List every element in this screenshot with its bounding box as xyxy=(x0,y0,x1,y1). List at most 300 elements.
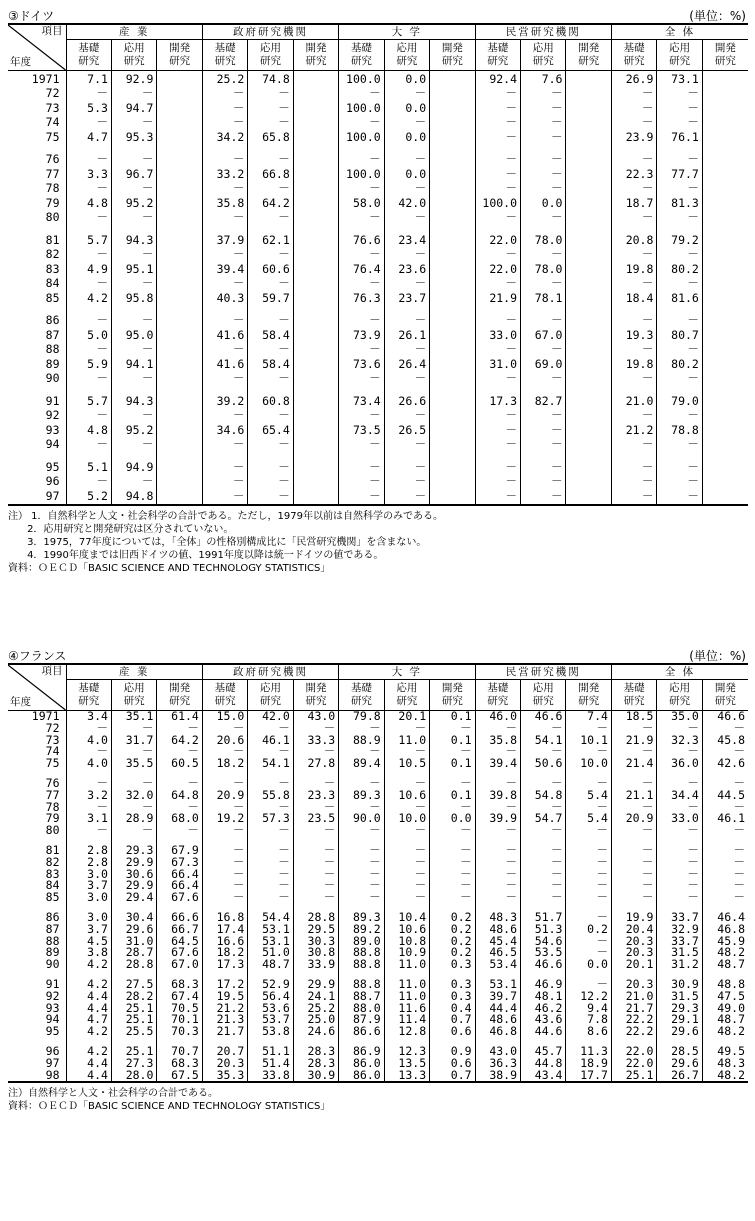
value-cell: － xyxy=(657,723,702,735)
value-cell: － xyxy=(248,116,293,129)
value-cell: － xyxy=(521,145,566,166)
value-cell: － xyxy=(339,211,384,224)
value-cell xyxy=(293,195,338,211)
value-cell: － xyxy=(657,145,702,166)
value-cell: 0.0 xyxy=(384,100,429,116)
value-cell: 66.6 xyxy=(157,904,202,924)
value-cell: － xyxy=(566,904,611,924)
value-cell: 20.3 xyxy=(202,1058,247,1070)
value-cell: 100.0 xyxy=(339,129,384,145)
value-cell: － xyxy=(566,802,611,814)
value-cell: － xyxy=(384,438,429,451)
value-cell: － xyxy=(702,825,748,837)
value-cell xyxy=(293,475,338,488)
value-cell: － xyxy=(248,892,293,904)
value-cell: － xyxy=(66,145,111,166)
table-row xyxy=(8,100,748,116)
year-label: 年度 xyxy=(10,696,31,708)
value-cell: 42.0 xyxy=(384,195,429,211)
value-cell xyxy=(157,475,202,488)
value-cell xyxy=(566,343,611,356)
value-cell: 4.2 xyxy=(66,1038,111,1058)
value-cell: 28.3 xyxy=(293,1058,338,1070)
table-row xyxy=(8,892,748,904)
value-cell: 20.8 xyxy=(611,224,656,248)
value-cell: 89.4 xyxy=(339,758,384,770)
value-cell: 25.5 xyxy=(111,1026,156,1038)
sub-header: 基礎 研究 xyxy=(339,680,384,711)
value-cell: － xyxy=(475,182,520,195)
notes xyxy=(8,510,748,575)
value-cell: 22.0 xyxy=(611,1038,656,1058)
value-cell: 20.4 xyxy=(611,924,656,936)
value-cell xyxy=(293,248,338,261)
value-cell: 0.1 xyxy=(430,758,475,770)
value-cell: 19.3 xyxy=(611,327,656,343)
year-cell: 95 xyxy=(45,1024,60,1039)
value-cell: 29.1 xyxy=(657,1014,702,1026)
value-cell: 39.4 xyxy=(202,261,247,277)
value-cell: 31.7 xyxy=(111,735,156,747)
value-cell: － xyxy=(521,438,566,451)
value-cell: 31.5 xyxy=(657,947,702,959)
value-cell: － xyxy=(566,825,611,837)
value-cell: － xyxy=(248,451,293,475)
value-cell xyxy=(430,211,475,224)
value-cell: 0.2 xyxy=(430,904,475,924)
value-cell: － xyxy=(339,802,384,814)
value-cell: － xyxy=(384,825,429,837)
value-cell: － xyxy=(248,837,293,857)
value-cell: 67.0 xyxy=(157,959,202,971)
value-cell: － xyxy=(611,306,656,327)
value-cell xyxy=(566,182,611,195)
group-header: 大 学 xyxy=(339,664,475,680)
value-cell: 62.1 xyxy=(248,224,293,248)
value-cell: 57.3 xyxy=(248,813,293,825)
value-cell: － xyxy=(566,936,611,948)
value-cell: 30.3 xyxy=(293,936,338,948)
value-cell: 20.6 xyxy=(202,735,247,747)
value-cell: 0.2 xyxy=(566,924,611,936)
year-cell: 85 xyxy=(45,291,60,305)
value-cell xyxy=(566,211,611,224)
value-cell xyxy=(293,290,338,306)
value-cell: 18.4 xyxy=(611,290,656,306)
table-row xyxy=(8,277,748,290)
value-cell xyxy=(157,261,202,277)
value-cell: － xyxy=(521,116,566,129)
value-cell: 25.1 xyxy=(611,1070,656,1083)
value-cell: 53.1 xyxy=(248,936,293,948)
value-cell: 21.2 xyxy=(202,1003,247,1015)
value-cell: 34.2 xyxy=(202,129,247,145)
value-cell: － xyxy=(384,802,429,814)
value-cell: － xyxy=(657,100,702,116)
value-cell: 86.6 xyxy=(339,1026,384,1038)
note-line: 資料：ＯＥＣＤ「BASIC SCIENCE AND TECHNOLOGY STATISTICS」 xyxy=(8,1101,331,1113)
value-cell xyxy=(157,145,202,166)
table-row xyxy=(8,488,748,505)
value-cell xyxy=(430,277,475,290)
value-cell: 7.4 xyxy=(566,711,611,723)
value-cell: － xyxy=(339,145,384,166)
value-cell xyxy=(293,438,338,451)
value-cell: 29.3 xyxy=(111,837,156,857)
value-cell: － xyxy=(384,211,429,224)
value-cell: － xyxy=(248,277,293,290)
sub-header: 応用 研究 xyxy=(657,40,702,71)
year-cell: 96 xyxy=(45,1043,60,1058)
value-cell: － xyxy=(111,372,156,385)
value-cell: 31.2 xyxy=(657,959,702,971)
value-cell xyxy=(157,129,202,145)
value-cell: 35.5 xyxy=(111,758,156,770)
value-cell: － xyxy=(248,211,293,224)
value-cell: － xyxy=(66,343,111,356)
year-cell: 91 xyxy=(45,976,60,991)
value-cell: － xyxy=(339,277,384,290)
value-cell: 2.8 xyxy=(66,857,111,869)
value-cell: － xyxy=(293,857,338,869)
value-cell: 95.8 xyxy=(111,290,156,306)
value-cell: 20.7 xyxy=(202,1038,247,1058)
value-cell: － xyxy=(111,87,156,100)
year-cell: 77 xyxy=(45,787,60,802)
value-cell xyxy=(430,71,475,88)
group-header: 産 業 xyxy=(66,24,202,40)
value-cell: － xyxy=(248,343,293,356)
value-cell: － xyxy=(111,248,156,261)
value-cell: － xyxy=(475,770,520,790)
year-cell: 80 xyxy=(45,210,60,224)
value-cell: － xyxy=(384,451,429,475)
value-cell: － xyxy=(248,372,293,385)
note-line: 注）自然科学と人文・社会科学の合計である。 xyxy=(8,1088,218,1100)
year-cell: 78 xyxy=(45,181,60,195)
value-cell: 0.0 xyxy=(384,71,429,88)
value-cell xyxy=(566,438,611,451)
value-cell: 39.8 xyxy=(475,790,520,802)
value-cell: 46.8 xyxy=(702,924,748,936)
value-cell: 23.9 xyxy=(611,129,656,145)
value-cell: 73.4 xyxy=(339,385,384,409)
value-cell: － xyxy=(248,880,293,892)
value-cell xyxy=(566,475,611,488)
table-row xyxy=(8,758,748,770)
value-cell: 0.2 xyxy=(430,936,475,948)
value-cell: － xyxy=(339,372,384,385)
value-cell: － xyxy=(657,343,702,356)
value-cell: 66.7 xyxy=(157,924,202,936)
value-cell: － xyxy=(521,475,566,488)
value-cell: － xyxy=(702,869,748,881)
value-cell: － xyxy=(611,770,656,790)
value-cell: － xyxy=(430,802,475,814)
value-cell xyxy=(293,306,338,327)
value-cell: 12.3 xyxy=(384,1038,429,1058)
value-cell: 94.9 xyxy=(111,451,156,475)
table-row xyxy=(8,1070,748,1083)
value-cell: 5.4 xyxy=(566,813,611,825)
value-cell: 35.1 xyxy=(111,711,156,723)
value-cell: － xyxy=(657,451,702,475)
value-cell: 48.6 xyxy=(475,1014,520,1026)
sub-header: 応用 研究 xyxy=(521,680,566,711)
value-cell: 0.0 xyxy=(521,195,566,211)
value-cell: － xyxy=(611,343,656,356)
value-cell: 4.4 xyxy=(66,991,111,1003)
value-cell: 13.5 xyxy=(384,1058,429,1070)
table-row xyxy=(8,356,748,372)
value-cell: 44.8 xyxy=(521,1058,566,1070)
value-cell: － xyxy=(611,182,656,195)
value-cell: 59.7 xyxy=(248,290,293,306)
year-cell: 74 xyxy=(45,115,60,129)
value-cell: 54.4 xyxy=(248,904,293,924)
value-cell: 79.8 xyxy=(339,711,384,723)
year-cell: 94 xyxy=(45,1012,60,1027)
value-cell xyxy=(702,356,748,372)
value-cell xyxy=(702,116,748,129)
value-cell xyxy=(702,290,748,306)
value-cell xyxy=(293,71,338,88)
value-cell: 4.4 xyxy=(66,1070,111,1083)
value-cell: － xyxy=(202,87,247,100)
value-cell: － xyxy=(384,837,429,857)
value-cell: － xyxy=(566,880,611,892)
value-cell: 18.5 xyxy=(611,711,656,723)
value-cell: － xyxy=(248,825,293,837)
value-cell: 46.1 xyxy=(248,735,293,747)
value-cell: － xyxy=(202,746,247,758)
value-cell xyxy=(157,372,202,385)
value-cell: 46.5 xyxy=(475,947,520,959)
value-cell: － xyxy=(611,488,656,505)
value-cell: － xyxy=(430,723,475,735)
value-cell: － xyxy=(566,892,611,904)
value-cell: － xyxy=(339,869,384,881)
value-cell: 10.0 xyxy=(566,758,611,770)
value-cell: 66.4 xyxy=(157,880,202,892)
value-cell: － xyxy=(202,372,247,385)
value-cell: 19.5 xyxy=(202,991,247,1003)
value-cell: 11.6 xyxy=(384,1003,429,1015)
value-cell: － xyxy=(293,802,338,814)
value-cell: 10.4 xyxy=(384,904,429,924)
value-cell: － xyxy=(657,746,702,758)
value-cell: 76.1 xyxy=(657,129,702,145)
value-cell: 29.6 xyxy=(111,924,156,936)
value-cell: － xyxy=(293,880,338,892)
value-cell: 51.3 xyxy=(521,924,566,936)
value-cell: － xyxy=(202,409,247,422)
value-cell: 29.9 xyxy=(111,857,156,869)
value-cell: 89.2 xyxy=(339,924,384,936)
value-cell: － xyxy=(111,182,156,195)
value-cell: 78.0 xyxy=(521,224,566,248)
value-cell: 66.4 xyxy=(157,869,202,881)
value-cell: 94.1 xyxy=(111,356,156,372)
table-row xyxy=(8,825,748,837)
value-cell: 4.8 xyxy=(66,195,111,211)
value-cell: 45.7 xyxy=(521,1038,566,1058)
value-cell: － xyxy=(339,306,384,327)
value-cell: 29.3 xyxy=(657,1003,702,1015)
value-cell: － xyxy=(657,438,702,451)
value-cell: － xyxy=(202,770,247,790)
value-cell: 53.1 xyxy=(248,924,293,936)
value-cell: － xyxy=(475,306,520,327)
value-cell xyxy=(157,327,202,343)
value-cell: 5.3 xyxy=(66,100,111,116)
value-cell: 69.0 xyxy=(521,356,566,372)
value-cell: － xyxy=(611,723,656,735)
value-cell xyxy=(702,248,748,261)
value-cell: 76.4 xyxy=(339,261,384,277)
value-cell: 78.0 xyxy=(521,261,566,277)
value-cell: － xyxy=(384,306,429,327)
value-cell: － xyxy=(475,116,520,129)
table-row xyxy=(8,224,748,248)
value-cell: 56.4 xyxy=(248,991,293,1003)
value-cell xyxy=(702,211,748,224)
value-cell xyxy=(293,211,338,224)
value-cell: 43.0 xyxy=(475,1038,520,1058)
value-cell: 22.0 xyxy=(611,1058,656,1070)
item-label: 項目 xyxy=(41,25,63,37)
value-cell: － xyxy=(521,87,566,100)
value-cell: 15.0 xyxy=(202,711,247,723)
value-cell: － xyxy=(611,475,656,488)
value-cell: － xyxy=(611,802,656,814)
value-cell: 39.9 xyxy=(475,813,520,825)
group-header: 民営研究機関 xyxy=(475,664,611,680)
year-cell: 73 xyxy=(45,732,60,747)
value-cell: 60.8 xyxy=(248,385,293,409)
value-cell: － xyxy=(475,825,520,837)
value-cell xyxy=(293,116,338,129)
value-cell: 100.0 xyxy=(339,100,384,116)
value-cell: 54.1 xyxy=(248,758,293,770)
value-cell: 4.4 xyxy=(66,1003,111,1015)
value-cell: 0.6 xyxy=(430,1026,475,1038)
value-cell: － xyxy=(611,857,656,869)
value-cell: 9.4 xyxy=(566,1003,611,1015)
statistics-table xyxy=(8,663,748,1083)
value-cell: － xyxy=(475,211,520,224)
value-cell: － xyxy=(111,306,156,327)
value-cell: － xyxy=(657,880,702,892)
value-cell xyxy=(702,372,748,385)
value-cell: 17.3 xyxy=(202,959,247,971)
value-cell xyxy=(566,248,611,261)
table-row xyxy=(8,129,748,145)
value-cell xyxy=(430,224,475,248)
table-row xyxy=(8,261,748,277)
value-cell: 55.8 xyxy=(248,790,293,802)
value-cell: － xyxy=(611,825,656,837)
value-cell xyxy=(566,261,611,277)
value-cell: 44.6 xyxy=(521,1026,566,1038)
value-cell: 4.8 xyxy=(66,422,111,438)
value-cell: 4.7 xyxy=(66,1014,111,1026)
value-cell: － xyxy=(339,723,384,735)
value-cell: 10.0 xyxy=(384,813,429,825)
value-cell: 4.0 xyxy=(66,735,111,747)
value-cell: 21.7 xyxy=(202,1026,247,1038)
year-cell: 86 xyxy=(45,909,60,924)
value-cell: 11.0 xyxy=(384,959,429,971)
value-cell: － xyxy=(293,770,338,790)
value-cell: 7.8 xyxy=(566,1014,611,1026)
section-title: ③ドイツ xyxy=(8,9,55,23)
value-cell xyxy=(702,145,748,166)
value-cell: － xyxy=(111,825,156,837)
value-cell: 76.3 xyxy=(339,290,384,306)
value-cell: 64.5 xyxy=(157,936,202,948)
value-cell: － xyxy=(611,880,656,892)
year-cell: 72 xyxy=(45,86,60,100)
value-cell xyxy=(430,182,475,195)
value-cell: － xyxy=(202,488,247,505)
statistics-table xyxy=(8,23,748,506)
table-row xyxy=(8,248,748,261)
value-cell: － xyxy=(430,837,475,857)
value-cell: － xyxy=(475,129,520,145)
value-cell: － xyxy=(430,892,475,904)
value-cell: 18.2 xyxy=(202,947,247,959)
value-cell: 3.3 xyxy=(66,166,111,182)
value-cell: 64.2 xyxy=(248,195,293,211)
value-cell: － xyxy=(657,409,702,422)
value-cell: 20.3 xyxy=(611,971,656,991)
value-cell: － xyxy=(657,475,702,488)
value-cell: － xyxy=(66,372,111,385)
value-cell: － xyxy=(566,723,611,735)
value-cell: － xyxy=(202,857,247,869)
value-cell: 10.9 xyxy=(384,947,429,959)
value-cell: － xyxy=(521,100,566,116)
value-cell xyxy=(702,224,748,248)
value-cell: 43.4 xyxy=(521,1070,566,1083)
value-cell: 35.0 xyxy=(657,711,702,723)
value-cell: － xyxy=(202,343,247,356)
value-cell: 5.4 xyxy=(566,790,611,802)
value-cell: － xyxy=(339,475,384,488)
value-cell: 48.7 xyxy=(702,959,748,971)
value-cell: 33.7 xyxy=(657,936,702,948)
value-cell: － xyxy=(339,825,384,837)
value-cell: － xyxy=(521,129,566,145)
value-cell: 42.0 xyxy=(248,711,293,723)
value-cell xyxy=(157,488,202,505)
table-row xyxy=(8,770,748,790)
value-cell: 88.7 xyxy=(339,991,384,1003)
value-cell: － xyxy=(475,475,520,488)
value-cell: － xyxy=(657,87,702,100)
year-cell: 80 xyxy=(45,823,60,838)
value-cell xyxy=(293,385,338,409)
value-cell: 23.5 xyxy=(293,813,338,825)
value-cell: 3.1 xyxy=(66,813,111,825)
value-cell: － xyxy=(521,211,566,224)
value-cell: 88.8 xyxy=(339,959,384,971)
value-cell xyxy=(702,438,748,451)
sub-header: 基礎 研究 xyxy=(339,40,384,71)
value-cell: 3.4 xyxy=(66,711,111,723)
value-cell: － xyxy=(657,825,702,837)
